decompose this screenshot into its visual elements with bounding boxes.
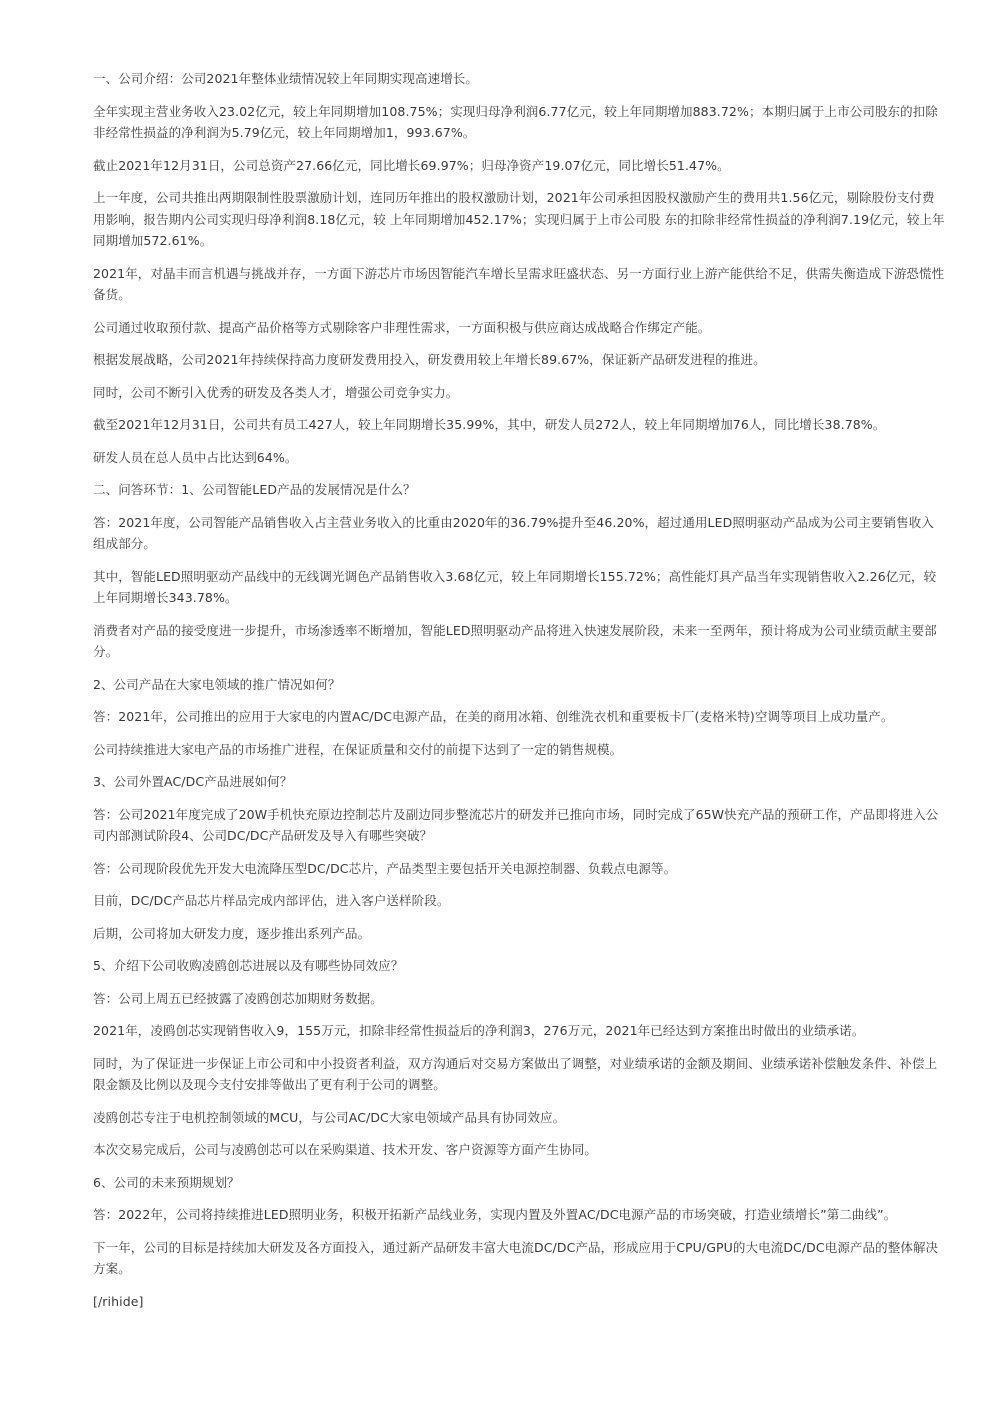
paragraph: 根据发展战略，公司2021年持续保持高力度研发费用投入，研发费用较上年增长89.67%，保证新产品研发进程的推进。	[93, 352, 766, 367]
paragraph: 同时，公司不断引入优秀的研发及各类人才，增强公司竞争实力。	[93, 384, 459, 400]
paragraph: 答：2021年度，公司智能产品销售收入占主营业务收入的比重由2020年的36.79%提升至46.20%，超过通用LED照明驱动产品成为公司主要销售收入组成部分。	[93, 514, 934, 551]
paragraph: 答：2021年，公司推出的应用于大家电的内置AC/DC电源产品，在美的商用冰箱、创维洗衣机和重要板卡厂(麦格米特)空调等项目上成功量产。	[93, 709, 894, 724]
paragraph: 研发人员在总人员中占比达到64%。	[93, 449, 298, 465]
paragraph: 本次交易完成后，公司与凌鸥创芯可以在采购渠道、技术开发、客户资源等方面产生协同。	[93, 1142, 598, 1157]
paragraph: 后期，公司将加大研发力度，逐步推出系列产品。	[93, 925, 371, 941]
paragraph: 同时，为了保证进一步保证上市公司和中小投资者利益，双方沟通后对交易方案做出了调整，对业绩承诺的金额及期间、业绩承诺补偿触发条件、补偿上限金额及比例以及现今支付安排等做出了更有利于公司的调整。	[93, 1055, 938, 1092]
paragraph: 全年实现主营业务收入23.02亿元，较上年同期增加108.75%；实现归母净利润6.77亿元，较上年同期增加883.72%；本期归属于上市公司股东的扣除非经常性损益的净利润为5.79亿元，较上年同期增加1，993.67%。	[93, 103, 938, 140]
question: 3、公司外置AC/DC产品进展如何？	[93, 774, 293, 789]
paragraph: 答：2022年，公司将持续推进LED照明业务，积极开拓新产品线业务，实现内置及外置AC/DC电源产品的市场突破，打造业绩增长”第二曲线”。	[93, 1207, 897, 1222]
paragraph: 答：公司2021年度完成了20W手机快充原边控制芯片及副边同步整流芯片的研发并已推向市场，同时完成了65W快充产品的预研工作，产品即将进入公司内部测试阶段4、公司DC/DC产品研发及导入有哪些突破？	[93, 806, 939, 843]
paragraph: 截止2021年12月31日，公司总资产27.66亿元，同比增长69.97%；归母净资产19.07亿元，同比增长51.47%。	[93, 157, 730, 173]
paragraph: 消费者对产品的接受度进一步提升，市场渗透率不断增加，智能LED照明驱动产品将进入快速发展阶段，未来一至两年，预计将成为公司业绩贡献主要部分。	[93, 622, 937, 659]
paragraph: 上一年度，公司共推出两期限制性股票激励计划，连同历年推出的股权激励计划，2021年公司承担因股权激励产生的费用共1.56亿元，剔除股份支付费用影响，报告期内公司实现归母净利润8.18亿元，较 上年同期增加452.17%；实现归属于上市公司股 东的扣除非经常性损益的净利润7.19亿元，较上年同期增加572.61%。	[93, 190, 945, 248]
paragraph: 2021年，对晶丰而言机遇与挑战并存，一方面下游芯片市场因智能汽车增长呈需求旺盛状态、另一方面行业上游产能供给不足，供需失衡造成下游恐慌性备货。	[93, 265, 945, 302]
paragraph: 凌鸥创芯专注于电机控制领域的MCU，与公司AC/DC大家电领域产品具有协同效应。	[93, 1109, 566, 1125]
paragraph: 公司通过收取预付款、提高产品价格等方式剔除客户非理性需求，一方面积极与供应商达成战略合作绑定产能。	[93, 319, 711, 335]
document-body	[93, 68, 945, 1323]
question: 6、公司的未来预期规划？	[93, 1174, 240, 1190]
question: 2、公司产品在大家电领域的推广情况如何？	[93, 676, 341, 692]
paragraph: 下一年，公司的目标是持续加大研发及各方面投入，通过新产品研发丰富大电流DC/DC产品，形成应用于CPU/GPU的大电流DC/DC电源产品的整体解决方案。	[93, 1239, 939, 1276]
paragraph: 2021年，凌鸥创芯实现销售收入9，155万元，扣除非经常性损益后的净利润3，276万元，2021年已经达到方案推出时做出的业绩承诺。	[93, 1023, 865, 1038]
question: 5、介绍下公司收购凌鸥创芯进展以及有哪些协同效应？	[93, 958, 404, 973]
paragraph: 其中，智能LED照明驱动产品线中的无线调光调色产品销售收入3.68亿元，较上年同期增长155.72%；高性能灯具产品当年实现销售收入2.26亿元，较上年同期增长343.78%。	[93, 568, 937, 605]
paragraph: 答：公司上周五已经披露了凌鸥创芯加期财务数据。	[93, 990, 383, 1006]
paragraph: 答：公司现阶段优先开发大电流降压型DC/DC芯片，产品类型主要包括开关电源控制器、负载点电源等。	[93, 860, 677, 876]
closing-tag: [/rihide]	[93, 1293, 144, 1309]
paragraph: 目前，DC/DC产品芯片样品完成内部评估，进入客户送样阶段。	[93, 893, 450, 908]
paragraph: 公司持续推进大家电产品的市场推广进程，在保证质量和交付的前提下达到了一定的销售规模。	[93, 741, 623, 757]
paragraph: 一、公司介绍：公司2021年整体业绩情况较上年同期实现高速增长。	[93, 71, 479, 86]
section-heading: 二、问答环节：1、公司智能LED产品的发展情况是什么？	[93, 482, 416, 497]
paragraph: 截至2021年12月31日，公司共有员工427人，较上年同期增长35.99%，其中，研发人员272人，较上年同期增加76人，同比增长38.78%。	[93, 417, 886, 432]
